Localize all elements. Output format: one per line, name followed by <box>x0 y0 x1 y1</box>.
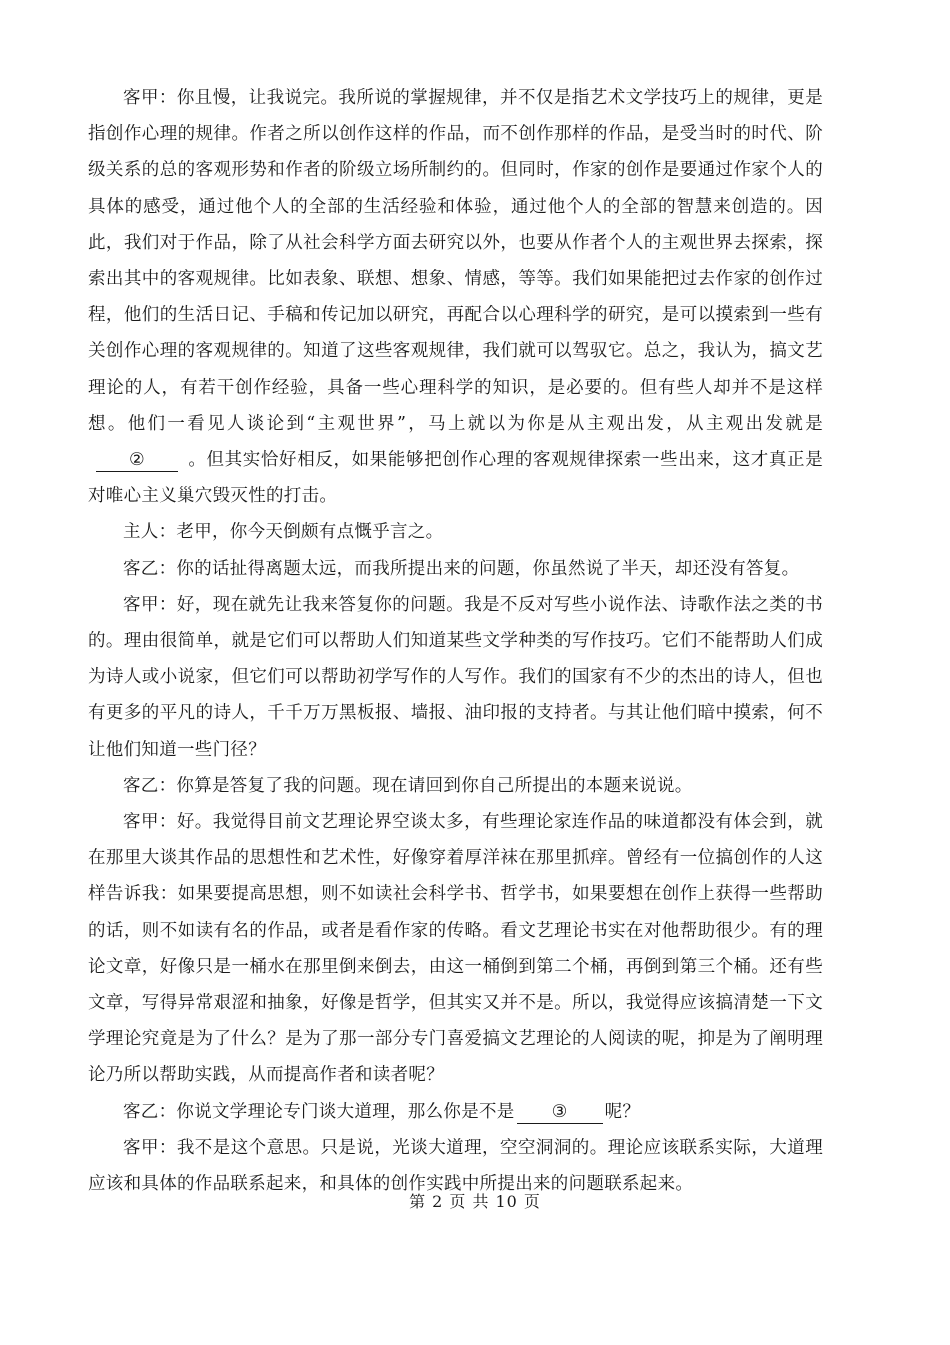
paragraph-text: 呢？ <box>604 1101 641 1122</box>
blank-3: ③ <box>517 1101 603 1124</box>
paragraph: 客甲：我不是这个意思。只是说，光谈大道理，空空洞洞的。理论应该联系实际，大道理应该和具体的作品联系起来，和具体的创作实践中所提出来的问题联系起来。 <box>88 1137 823 1195</box>
document-body <box>88 80 823 1202</box>
footer-page-number: 2 <box>432 1192 444 1211</box>
paragraph: 客甲：好，现在就先让我来答复你的问题。我是不反对写些小说作法、诗歌作法之类的书的。理由很简单，就是它们可以帮助人们知道某些文学种类的写作技巧。它们不能帮助人们成为诗人或小说家，但它们可以帮助初学写作的人写作。我们的国家有不少的杰出的诗人，但也有更多的平凡的诗人，千千万万黑板报、墙报、油印报的支持者。与其让他们暗中摸索，何不让他们知道一些门径？ <box>88 594 823 760</box>
paragraph: 客甲：好。我觉得目前文艺理论界空谈太多，有些理论家连作品的味道都没有体会到，就在那里大谈其作品的思想性和艺术性，好像穿着厚洋袜在那里抓痒。曾经有一位搞创作的人这样告诉我：如果要提高思想，则不如读社会科学书、哲学书，如果要想在创作上获得一些帮助的话，则不如读有名的作品，或者是看作家的传略。看文艺理论书实在对他帮助很少。有的理论文章，好像只是一桶水在那里倒来倒去，由这一桶倒到第二个桶，再倒到第三个桶。还有些文章，写得异常艰涩和抽象，好像是哲学，但其实又并不是。所以，我觉得应该搞清楚一下文学理论究竟是为了什么？是为了那一部分专门喜爱搞文艺理论的人阅读的呢，抑是为了阐明理论乃所以帮助实践，从而提高作者和读者呢？ <box>88 812 823 1086</box>
footer-suffix: 页 <box>523 1192 541 1211</box>
paragraph: 客乙：你的话扯得离题太远，而我所提出来的问题，你虽然说了半天，却还没有答复。 <box>123 558 800 579</box>
paragraph-text: 客甲：你且慢，让我说完。我所说的掌握规律，并不仅是指艺术文学技巧上的规律，更是指创作心理的规律。作者之所以创作这样的作品，而不创作那样的作品，是受当时的时代、阶级关系的总的客观形势和作者的阶级立场所制约的。但同时，作家的创作是要通过作家个人的具体的感受，通过他个人的全部的生活经验和体验，通过他个人的全部的智慧来创造的。因此，我们对于作品，除了从社会科学方面去研究以外，也要从作者个人的主观世界去探索，探索出其中的客观规律。比如表象、联想、想象、情感，等等。我们如果能把过去作家的创作过程，他们的生活日记、手稿和传记加以研究，再配合以心理科学的研究，是可以摸索到一些有关创作心理的客观规律的。知道了这些客观规律，我们就可以驾驭它。总之，我认为，搞文艺理论的人，有若干创作经验，具备一些心理科学的知识，是必要的。但有些人却并不是这样想。他们一看见人谈论到“主观世界”，马上就以为你是从主观出发，从主观出发就是 <box>88 88 823 434</box>
paragraph <box>88 80 823 514</box>
paragraph-text: 。但其实恰好相反，如果能够把创作心理的客观规律探索一些出来，这才真正是对唯心主义巢穴毁灭性的打击。 <box>88 450 823 507</box>
footer-total-pages: 10 <box>495 1192 518 1211</box>
blank-2: ② <box>96 449 178 472</box>
paragraph: 客乙：你算是答复了我的问题。现在请回到你自己所提出的本题来说说。 <box>123 775 693 796</box>
footer-mid: 页 共 <box>449 1192 490 1211</box>
paragraph-text: 客乙：你说文学理论专门谈大道理，那么你是不是 <box>123 1101 515 1122</box>
paragraph <box>88 1094 823 1130</box>
footer-prefix: 第 <box>409 1192 427 1211</box>
page-footer <box>0 1189 950 1212</box>
paragraph: 主人：老甲，你今天倒颇有点慨乎言之。 <box>123 522 444 543</box>
